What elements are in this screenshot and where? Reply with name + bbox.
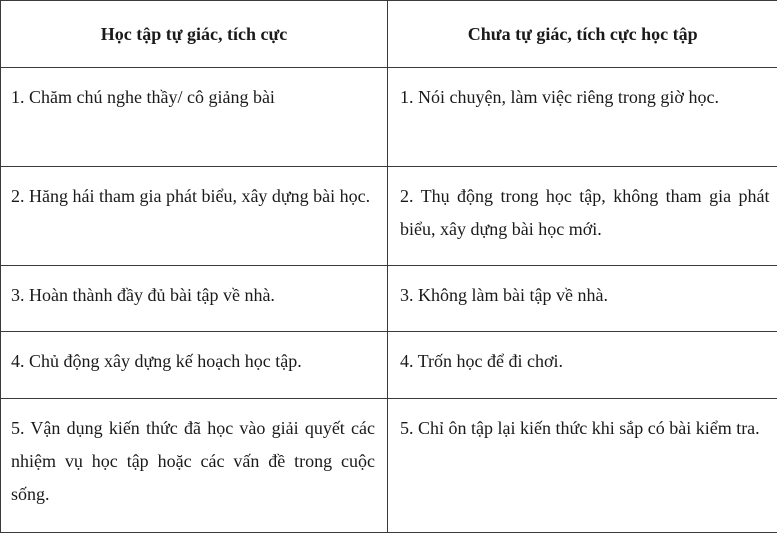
cell-passive: 2. Thụ động trong học tập, không tham gia phát biểu, xây dựng bài học mới.	[388, 167, 777, 266]
table-row	[1, 332, 777, 399]
cell-passive: 5. Chỉ ôn tập lại kiến thức khi sắp có bài kiểm tra.	[388, 399, 777, 533]
table-row	[1, 266, 777, 332]
cell-passive: 1. Nói chuyện, làm việc riêng trong giờ học.	[388, 68, 777, 167]
cell-active: 3. Hoàn thành đầy đủ bài tập về nhà.	[1, 266, 388, 332]
cell-passive: 4. Trốn học để đi chơi.	[388, 332, 777, 399]
table-row	[1, 167, 777, 266]
header-active-learning: Học tập tự giác, tích cực	[1, 1, 388, 68]
table-header-row	[1, 1, 777, 68]
cell-active: 2. Hăng hái tham gia phát biểu, xây dựng bài học.	[1, 167, 388, 266]
header-passive-learning: Chưa tự giác, tích cực học tập	[388, 1, 777, 68]
cell-active: 4. Chủ động xây dựng kế hoạch học tập.	[1, 332, 388, 399]
cell-passive: 3. Không làm bài tập về nhà.	[388, 266, 777, 332]
cell-active: 5. Vận dụng kiến thức đã học vào giải quyết các nhiệm vụ học tập hoặc các vấn đề trong cuộc sống.	[1, 399, 388, 533]
cell-active: 1. Chăm chú nghe thầy/ cô giảng bài	[1, 68, 388, 167]
table-row	[1, 68, 777, 167]
table-row	[1, 399, 777, 533]
